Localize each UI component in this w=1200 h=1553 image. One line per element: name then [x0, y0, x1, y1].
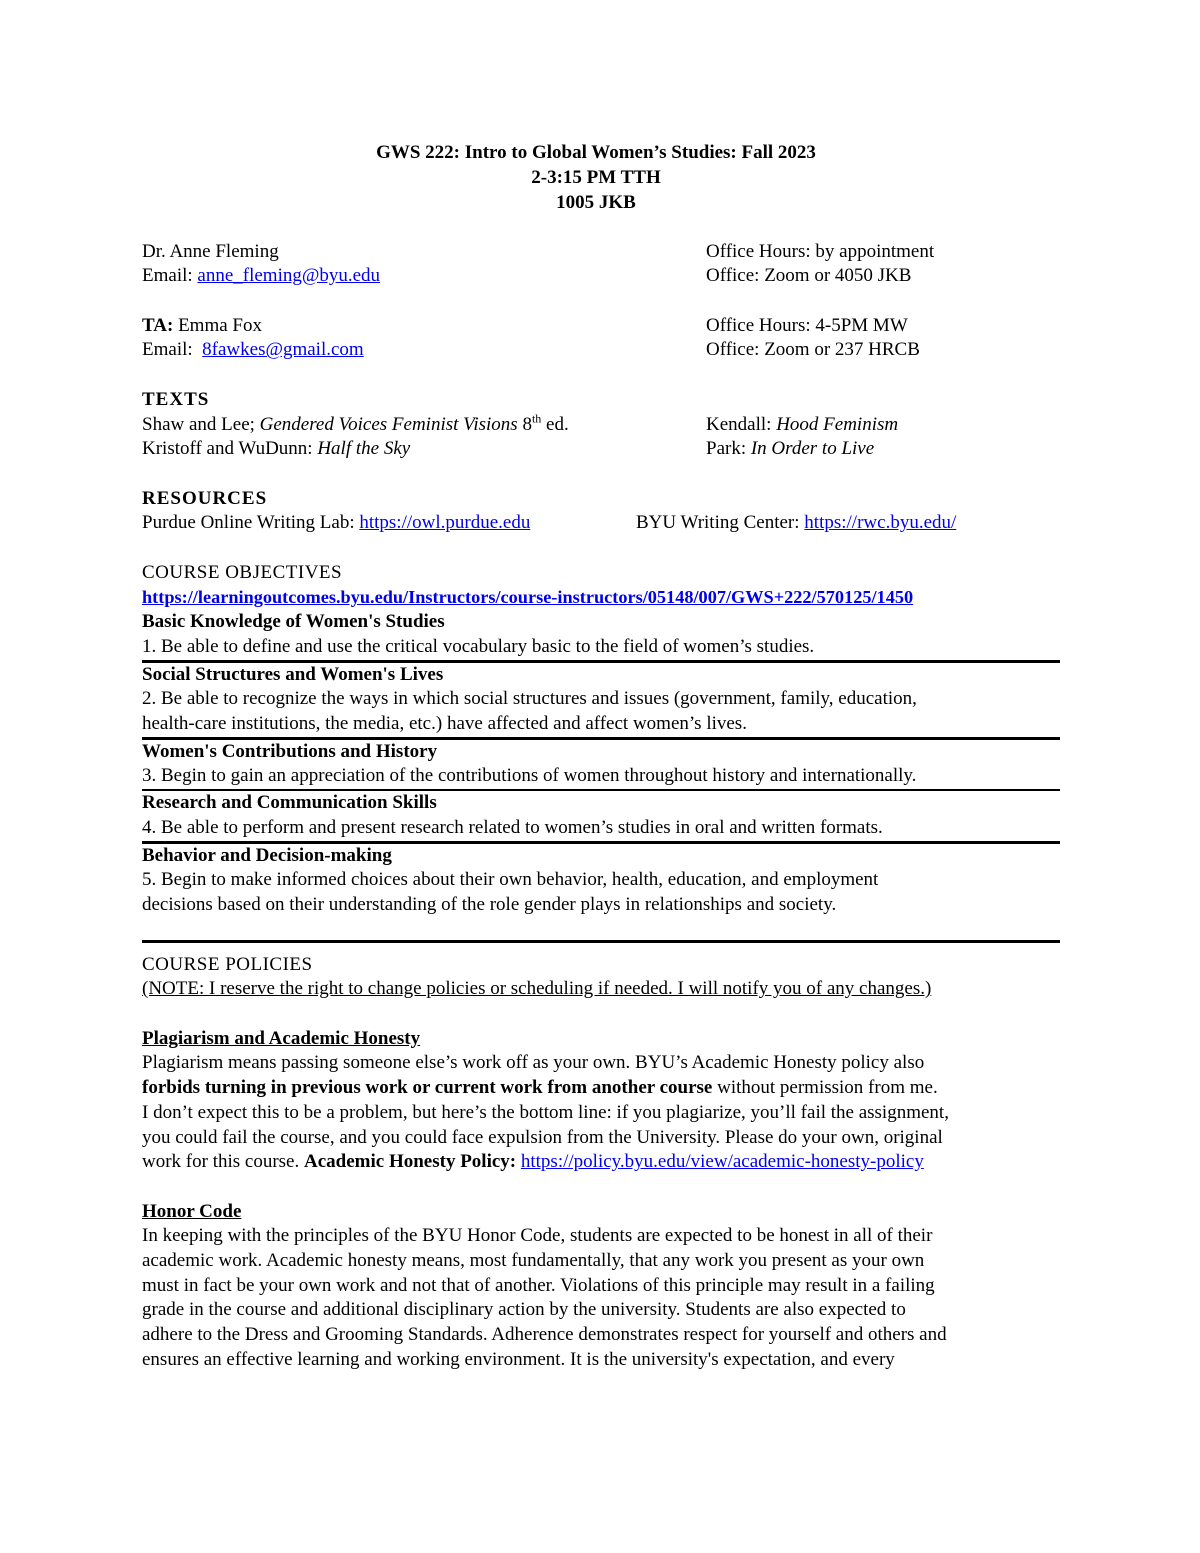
book2-author: Kristoff and WuDunn: — [142, 438, 318, 460]
objective-2-title: Social Structures and Women's Lives — [142, 663, 444, 685]
book1-edition-number: 8 — [517, 413, 532, 435]
rwc-link[interactable]: https://rwc.byu.edu/ — [804, 512, 957, 534]
objectives-link[interactable]: https://learningoutcomes.byu.edu/Instructors/course-instructors/05148/007/GWS+222/570125/1450 — [142, 587, 914, 608]
honor-line-1: In keeping with the principles of the BYU Honor Code, students are expected to be honest in all of their — [142, 1225, 933, 1247]
plagiarism-heading: Plagiarism and Academic Honesty — [142, 1027, 421, 1049]
ta-office-hours: Office Hours: 4-5PM MW — [706, 314, 908, 336]
owl-label: Purdue Online Writing Lab: — [142, 512, 360, 534]
policies-heading: COURSE POLICIES — [142, 953, 313, 975]
ta-office: Office: Zoom or 237 HRCB — [706, 339, 920, 361]
ta-row-2 — [142, 338, 1060, 363]
academic-honesty-label: Academic Honesty Policy: — [304, 1151, 521, 1173]
book1-edition-suffix: th — [531, 411, 542, 426]
ta-row-1 — [142, 314, 1060, 339]
texts-row-1 — [142, 413, 1060, 438]
plagiarism-line-5 — [142, 1150, 1060, 1175]
instructor-row-1 — [142, 240, 1060, 265]
plagiarism-line-5-text: work for this course. — [142, 1151, 304, 1173]
honor-line-2: academic work. Academic honesty means, most fundamentally, that any work you present as your own — [142, 1250, 925, 1272]
ta-name: Emma Fox — [173, 314, 262, 336]
course-time: 2-3:15 PM TTH — [531, 167, 661, 188]
book2-title: Half the Sky — [317, 438, 411, 460]
syllabus-page — [142, 140, 1060, 1373]
instructor-name: Dr. Anne Fleming — [142, 240, 279, 262]
plagiarism-emphasis: forbids turning in previous work or current work from another course — [142, 1077, 713, 1099]
texts-row-2 — [142, 437, 1060, 462]
honor-code-heading: Honor Code — [142, 1200, 242, 1222]
book1-author: Shaw and Lee; — [142, 413, 260, 435]
objective-1-text: 1. Be able to define and use the critical vocabulary basic to the field of women’s studies. — [142, 635, 1060, 663]
objective-1-title: Basic Knowledge of Women's Studies — [142, 611, 445, 633]
plagiarism-line-4: you could fail the course, and you could face expulsion from the University. Please do your own, original — [142, 1126, 943, 1148]
owl-link[interactable]: https://owl.purdue.edu — [359, 512, 531, 534]
book4-title: In Order to Live — [750, 438, 875, 460]
plagiarism-line-2-rest: without permission from me. — [712, 1077, 938, 1099]
book3-title: Hood Feminism — [776, 413, 899, 435]
objective-2-text-2: health-care institutions, the media, etc.) have affected and affect women’s lives. — [142, 712, 1060, 740]
instructor-office: Office: Zoom or 4050 JKB — [706, 265, 912, 287]
texts-heading: TEXTS — [142, 388, 210, 410]
objective-5-title: Behavior and Decision-making — [142, 844, 392, 866]
course-title: GWS 222: Intro to Global Women’s Studies: Fall 2023 — [376, 142, 816, 163]
objectives-heading: COURSE OBJECTIVES — [142, 561, 343, 583]
instructor-email-link[interactable]: anne_fleming@byu.edu — [197, 265, 381, 287]
objective-4-title: Research and Communication Skills — [142, 792, 437, 814]
objective-5-text-2: decisions based on their understanding of the role gender plays in relationships and society. — [142, 893, 837, 915]
book3-author: Kendall: — [706, 413, 777, 435]
objective-2-text-1: 2. Be able to recognize the ways in which social structures and issues (government, family, education, — [142, 688, 917, 710]
course-room: 1005 JKB — [556, 192, 636, 213]
honor-line-6: ensures an effective learning and working environment. It is the university's expectation, and every — [142, 1348, 895, 1370]
objective-3-text: 3. Begin to gain an appreciation of the contributions of women throughout history and internationally. — [142, 764, 1060, 791]
ta-email-label: Email: — [142, 339, 203, 361]
academic-honesty-link[interactable]: https://policy.byu.edu/view/academic-honesty-policy — [520, 1151, 924, 1173]
objective-3-title: Women's Contributions and History — [142, 740, 438, 762]
book4-author: Park: — [706, 438, 751, 460]
book1-edition: ed. — [541, 413, 569, 435]
resources-row — [142, 511, 1060, 536]
ta-email-link[interactable]: 8fawkes@gmail.com — [202, 339, 364, 361]
instructor-email-label: Email: — [142, 265, 198, 287]
policies-note: (NOTE: I reserve the right to change policies or scheduling if needed. I will notify you of any changes.) — [142, 978, 932, 1000]
instructor-office-hours: Office Hours: by appointment — [706, 240, 935, 262]
plagiarism-line-2 — [142, 1076, 1060, 1101]
instructor-row-2 — [142, 264, 1060, 289]
honor-line-5: adhere to the Dress and Grooming Standards. Adherence demonstrates respect for yourself and others and — [142, 1324, 947, 1346]
objective-4-text: 4. Be able to perform and present research related to women’s studies in oral and written formats. — [142, 816, 1060, 844]
plagiarism-line-1: Plagiarism means passing someone else’s work off as your own. BYU’s Academic Honesty policy also — [142, 1052, 925, 1074]
rwc-label: BYU Writing Center: — [636, 512, 805, 534]
honor-line-3: must in fact be your own work and not that of another. Violations of this principle may result in a failing — [142, 1274, 935, 1296]
plagiarism-line-3: I don’t expect this to be a problem, but here’s the bottom line: if you plagiarize, you’ll fail the assignment, — [142, 1101, 949, 1123]
resources-heading: RESOURCES — [142, 487, 268, 509]
honor-line-4: grade in the course and additional disciplinary action by the university. Students are also expected to — [142, 1299, 906, 1321]
book1-title: Gendered Voices Feminist Visions — [259, 413, 518, 435]
objective-5-text-1: 5. Begin to make informed choices about their own behavior, health, education, and employment — [142, 869, 879, 891]
section-divider — [142, 918, 1060, 943]
ta-label: TA: — [142, 314, 174, 336]
